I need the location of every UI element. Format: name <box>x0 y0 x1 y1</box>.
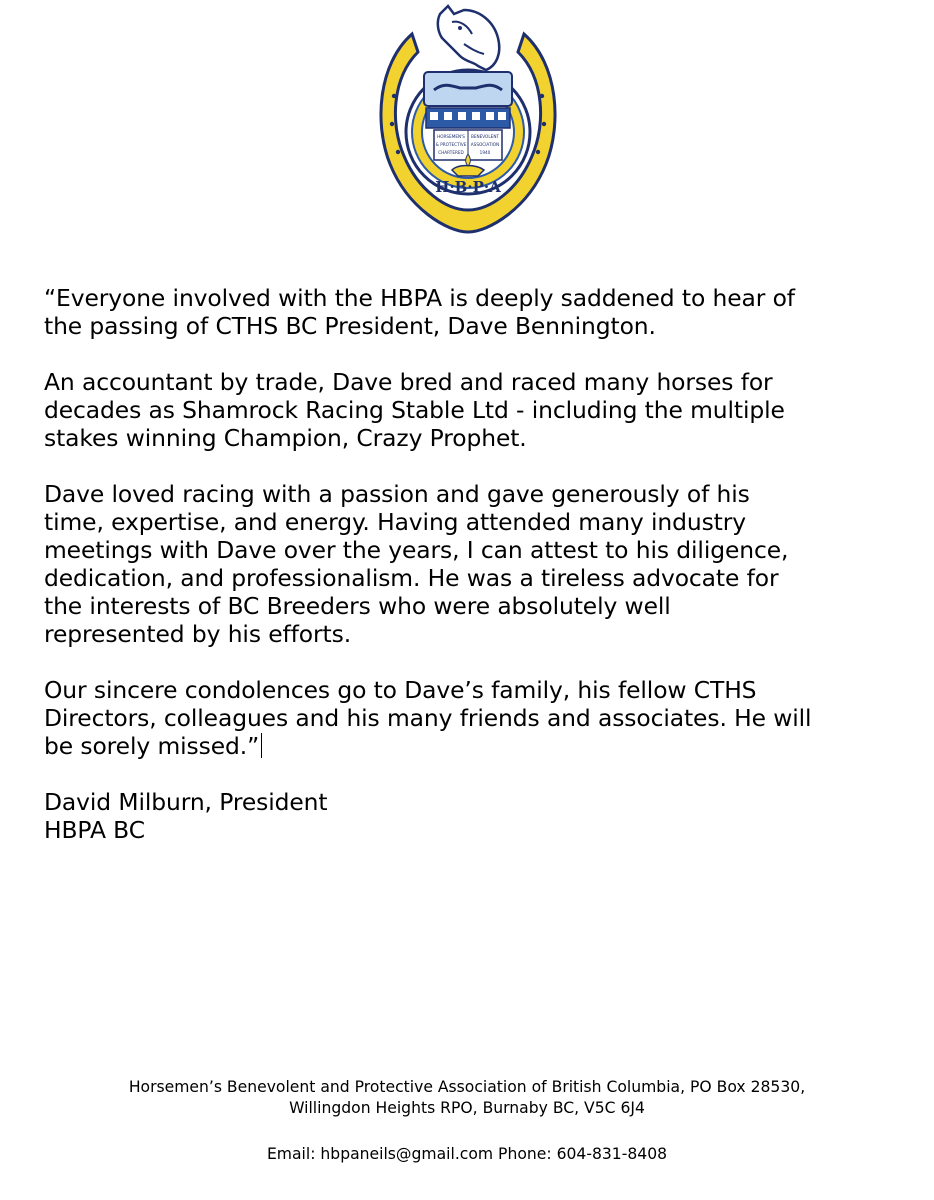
footer-address-line-1: Horsemen’s Benevolent and Protective Association of British Columbia, PO Box 28530, <box>128 1078 806 1096</box>
text-line: decades as Shamrock Racing Stable Ltd - including the multiple <box>44 396 785 424</box>
text-line: An accountant by trade, Dave bred and raced many horses for <box>44 368 773 396</box>
horse-head-shape <box>438 6 499 70</box>
text-line: the passing of CTHS BC President, Dave Bennington. <box>44 312 656 340</box>
footer-address-line-2: Willingdon Heights RPO, Burnaby BC, V5C 6J4 <box>289 1099 645 1117</box>
hbpa-logo-image <box>368 4 568 236</box>
text-line: the interests of BC Breeders who were absolutely well <box>44 592 671 620</box>
paragraph-3 <box>44 480 904 648</box>
letter-body <box>44 284 904 844</box>
text-line: Directors, colleagues and his many friends and associates. He will <box>44 704 812 732</box>
text-line: dedication, and professionalism. He was a tireless advocate for <box>44 564 779 592</box>
text-line: time, expertise, and energy. Having attended many industry <box>44 508 747 536</box>
scroll-text-3: & PROTECTIVE <box>435 142 467 147</box>
signatory-organization: HBPA BC <box>44 816 145 844</box>
scroll-text-4: ASSOCIATION <box>470 142 500 147</box>
scroll-text-5: CHARTERED <box>438 150 464 155</box>
hbpa-logo <box>368 4 568 236</box>
lamp-shape <box>452 166 484 177</box>
text-line: stakes winning Champion, Crazy Prophet. <box>44 424 527 452</box>
paragraph-4 <box>44 676 904 760</box>
logo-wordmark: H·B·P·A <box>435 178 501 196</box>
text-line <box>44 732 904 760</box>
paragraph-2 <box>44 368 904 452</box>
text-line: Dave loved racing with a passion and gave generously of his <box>44 480 750 508</box>
scroll-text-1: HORSEMEN'S <box>437 134 465 139</box>
text-line-content: be sorely missed.” <box>44 732 260 760</box>
text-line: represented by his efforts. <box>44 620 352 648</box>
text-line: “Everyone involved with the HBPA is deeply saddened to hear of <box>44 284 795 312</box>
text-line: Our sincere condolences go to Dave’s family, his fellow CTHS <box>44 676 757 704</box>
signatory-name: David Milburn, President <box>44 788 328 816</box>
scroll-text-6: 1940 <box>479 150 491 155</box>
signature-block <box>44 788 904 844</box>
footer <box>0 1077 934 1165</box>
text-line: meetings with Dave over the years, I can attest to his diligence, <box>44 536 789 564</box>
paragraph-1 <box>44 284 904 340</box>
footer-contact: Email: hbpaneils@gmail.com Phone: 604-831-8408 <box>266 1145 668 1163</box>
scroll-text-2: BENEVOLENT <box>470 134 500 139</box>
text-cursor <box>261 733 262 758</box>
